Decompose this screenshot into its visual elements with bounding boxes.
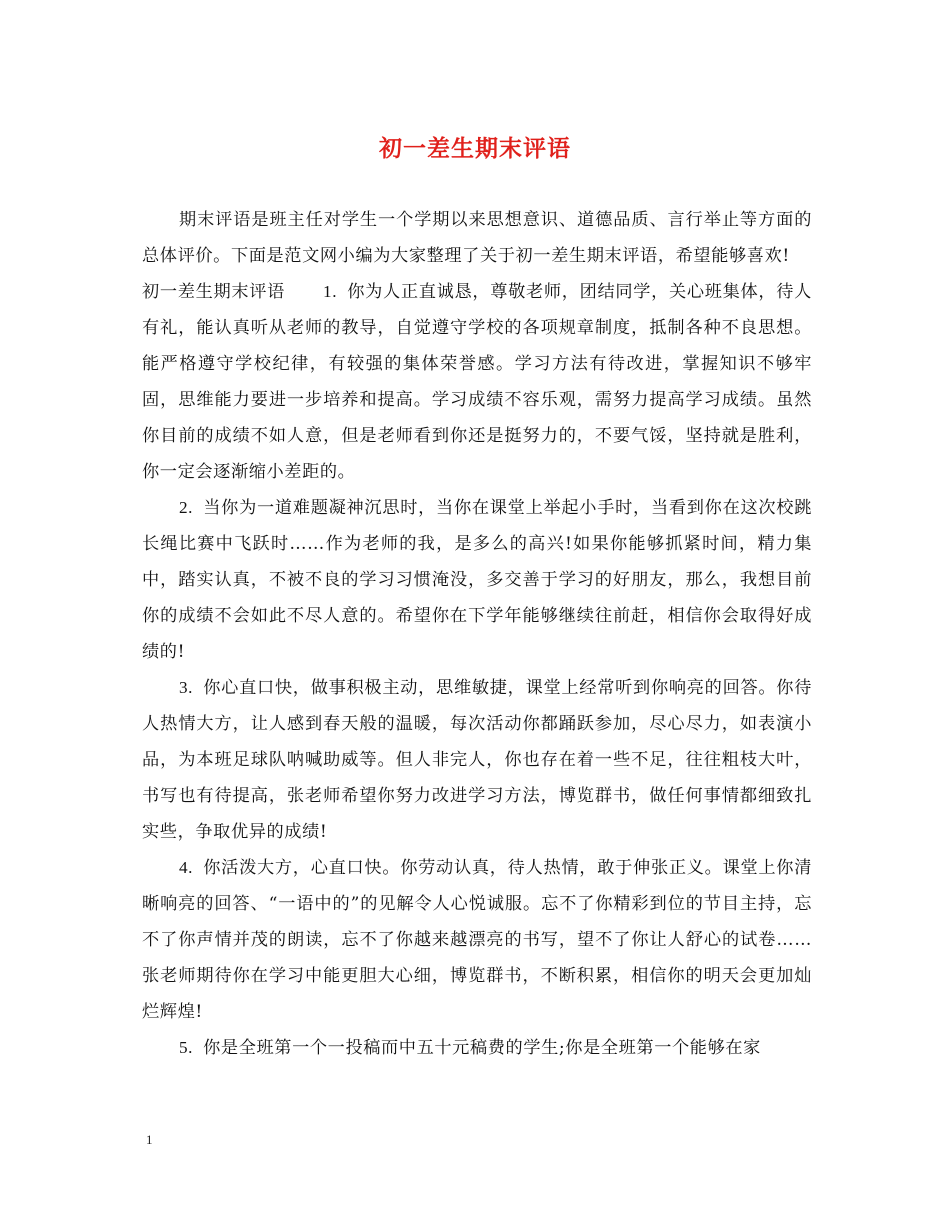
item-5-paragraph: [142, 1030, 812, 1066]
item-text: 你心直口快，做事积极主动，思维敏捷，课堂上经常听到你响亮的回答。你待人热情大方，让人感到春天般的温暖，每次活动你都踊跃参加，尽心尽力，如表演小品，为本班足球队呐喊助威等。但人非完人，你也存在着一些不足，往往粗枝大叶，书写也有待提高，张老师希望你努力改进学习方法，博览群书，做任何事情都细致扎实些，争取优异的成绩!: [142, 678, 812, 842]
item-3-paragraph: [142, 670, 812, 850]
item-number: 3.: [178, 678, 194, 697]
item-number: 1.: [323, 282, 338, 301]
section-heading: 初一差生期末评语: [142, 282, 286, 302]
item-number: 2.: [178, 498, 194, 517]
item-text: 当你为一道难题凝神沉思时，当你在课堂上举起小手时，当看到你在这次校跳长绳比赛中飞跃时……作为老师的我，是多么的高兴!如果你能够抓紧时间，精力集中，踏实认真，不被不良的学习习惯淹没，多交善于学习的好朋友，那么，我想目前你的成绩不会如此不尽人意的。希望你在下学年能够继续往前赶，相信你会取得好成绩的!: [142, 498, 812, 662]
item-2-paragraph: [142, 490, 812, 670]
document-title: 初一差生期末评语: [379, 135, 571, 162]
item-number: 5.: [178, 1038, 194, 1057]
item-text: 你活泼大方，心直口快。你劳动认真，待人热情，敢于伸张正义。课堂上你清晰响亮的回答、“一语中的”的见解令人心悦诚服。忘不了你精彩到位的节目主持，忘不了你声情并茂的朗读，忘不了你越来越漂亮的书写，望不了你让人舒心的试卷……张老师期待你在学习中能更胆大心细，博览群书，不断积累，相信你的明天会更加灿烂辉煌!: [142, 858, 812, 1022]
intro-paragraph: 期末评语是班主任对学生一个学期以来思想意识、道德品质、言行举止等方面的总体评价。下面是范文网小编为大家整理了关于初一差生期末评语，希望能够喜欢!: [142, 210, 812, 266]
page-number: 1: [146, 1132, 153, 1147]
item-4-paragraph: [142, 850, 812, 1030]
document-body: [142, 202, 812, 1066]
item-text: 你为人正直诚恳，尊敬老师，团结同学，关心班集体，待人有礼，能认真听从老师的教导，自觉遵守学校的各项规章制度，抵制各种不良思想。能严格遵守学校纪律，有较强的集体荣誉感。学习方法有待改进，掌握知识不够牢固，思维能力要进一步培养和提高。学习成绩不容乐观，需努力提高学习成绩。虽然你目前的成绩不如人意，但是老师看到你还是挺努力的，不要气馁，坚持就是胜利，你一定会逐渐缩小差距的。: [142, 282, 812, 482]
item-number: 4.: [178, 858, 194, 877]
item-1-paragraph: [142, 274, 812, 490]
item-text: 你是全班第一个一投稿而中五十元稿费的学生;你是全班第一个能够在家: [203, 1038, 761, 1058]
